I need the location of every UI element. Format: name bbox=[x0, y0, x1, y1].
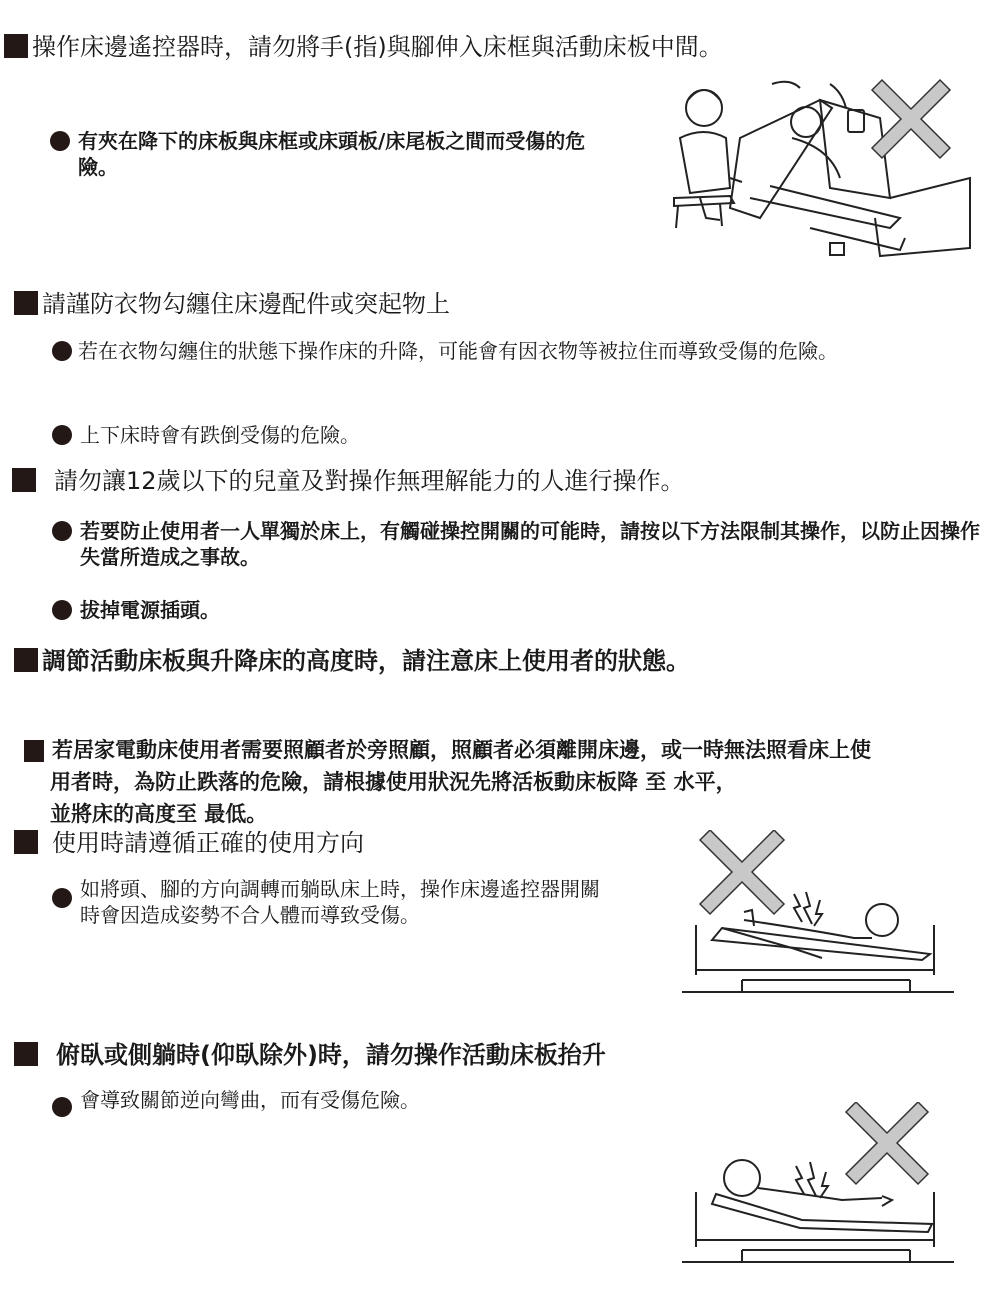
square-bullet-icon bbox=[12, 468, 36, 492]
section-6-bullet-1: 如將頭、腳的方向調轉而躺臥床上時，操作床邊遙控器開關時會因造成姿勢不合人體而導致受傷。 bbox=[52, 876, 612, 928]
bed-raising-caregiver-illustration bbox=[660, 78, 980, 263]
paragraph-line-3: 並將床的高度至 最低。 bbox=[50, 802, 268, 826]
section-6-heading: 使用時請遵循正確的使用方向 bbox=[14, 828, 364, 858]
square-bullet-icon bbox=[24, 740, 44, 762]
square-bullet-icon bbox=[4, 34, 28, 58]
section-7-heading: 俯臥或側躺時(仰臥除外)時，請勿操作活動床板抬升 bbox=[14, 1040, 606, 1070]
square-bullet-icon bbox=[14, 1042, 38, 1066]
paragraph-line-2: 用者時，為防止跌落的危險，請根據使用狀況先將活板動床板降 至 水平， bbox=[50, 770, 737, 794]
section-1-bullet-1: 有夾在降下的床板與床框或床頭板/床尾板之間而受傷的危險。 bbox=[50, 128, 610, 180]
section-2-bullet-1: 若在衣物勾纏住的狀態下操作床的升降，可能會有因衣物等被拉住而導致受傷的危險。 bbox=[52, 338, 992, 364]
round-bullet-icon bbox=[52, 341, 72, 361]
paragraph-line-1: 若居家電動床使用者需要照顧者於旁照顧，照顧者必須離開床邊，或一時無法照看床上使 bbox=[52, 738, 871, 762]
round-bullet-icon bbox=[50, 131, 70, 151]
section-7-bullet-1: 會導致關節逆向彎曲，而有受傷危險。 bbox=[52, 1087, 552, 1113]
section-1-heading: 操作床邊遙控器時，請勿將手(指)與腳伸入床框與活動床板中間。 bbox=[4, 32, 723, 62]
section-3-bullet-1: 若要防止使用者一人單獨於床上，有觸碰操控開關的可能時，請按以下方法限制其操作，以防止因操作失當所造成之事故。 bbox=[52, 518, 997, 570]
square-bullet-icon bbox=[14, 648, 38, 672]
square-bullet-icon bbox=[14, 830, 38, 854]
square-bullet-icon bbox=[14, 291, 38, 315]
round-bullet-icon bbox=[52, 425, 72, 445]
section-5-paragraph bbox=[52, 734, 997, 830]
round-bullet-icon bbox=[52, 1097, 72, 1117]
section-2-heading: 請謹防衣物勾纏住床邊配件或突起物上 bbox=[14, 289, 450, 319]
prone-position-illustration bbox=[682, 1102, 962, 1267]
section-4-heading: 調節活動床板與升降床的高度時，請注意床上使用者的狀態。 bbox=[14, 646, 690, 676]
reversed-direction-illustration bbox=[682, 830, 962, 1000]
round-bullet-icon bbox=[52, 521, 72, 541]
round-bullet-icon bbox=[52, 888, 72, 908]
section-3-bullet-2: 拔掉電源插頭。 bbox=[52, 597, 452, 623]
section-3-heading: 請勿讓12歲以下的兒童及對操作無理解能力的人進行操作。 bbox=[12, 466, 685, 496]
section-2-bullet-2: 上下床時會有跌倒受傷的危險。 bbox=[52, 422, 652, 448]
round-bullet-icon bbox=[52, 600, 72, 620]
